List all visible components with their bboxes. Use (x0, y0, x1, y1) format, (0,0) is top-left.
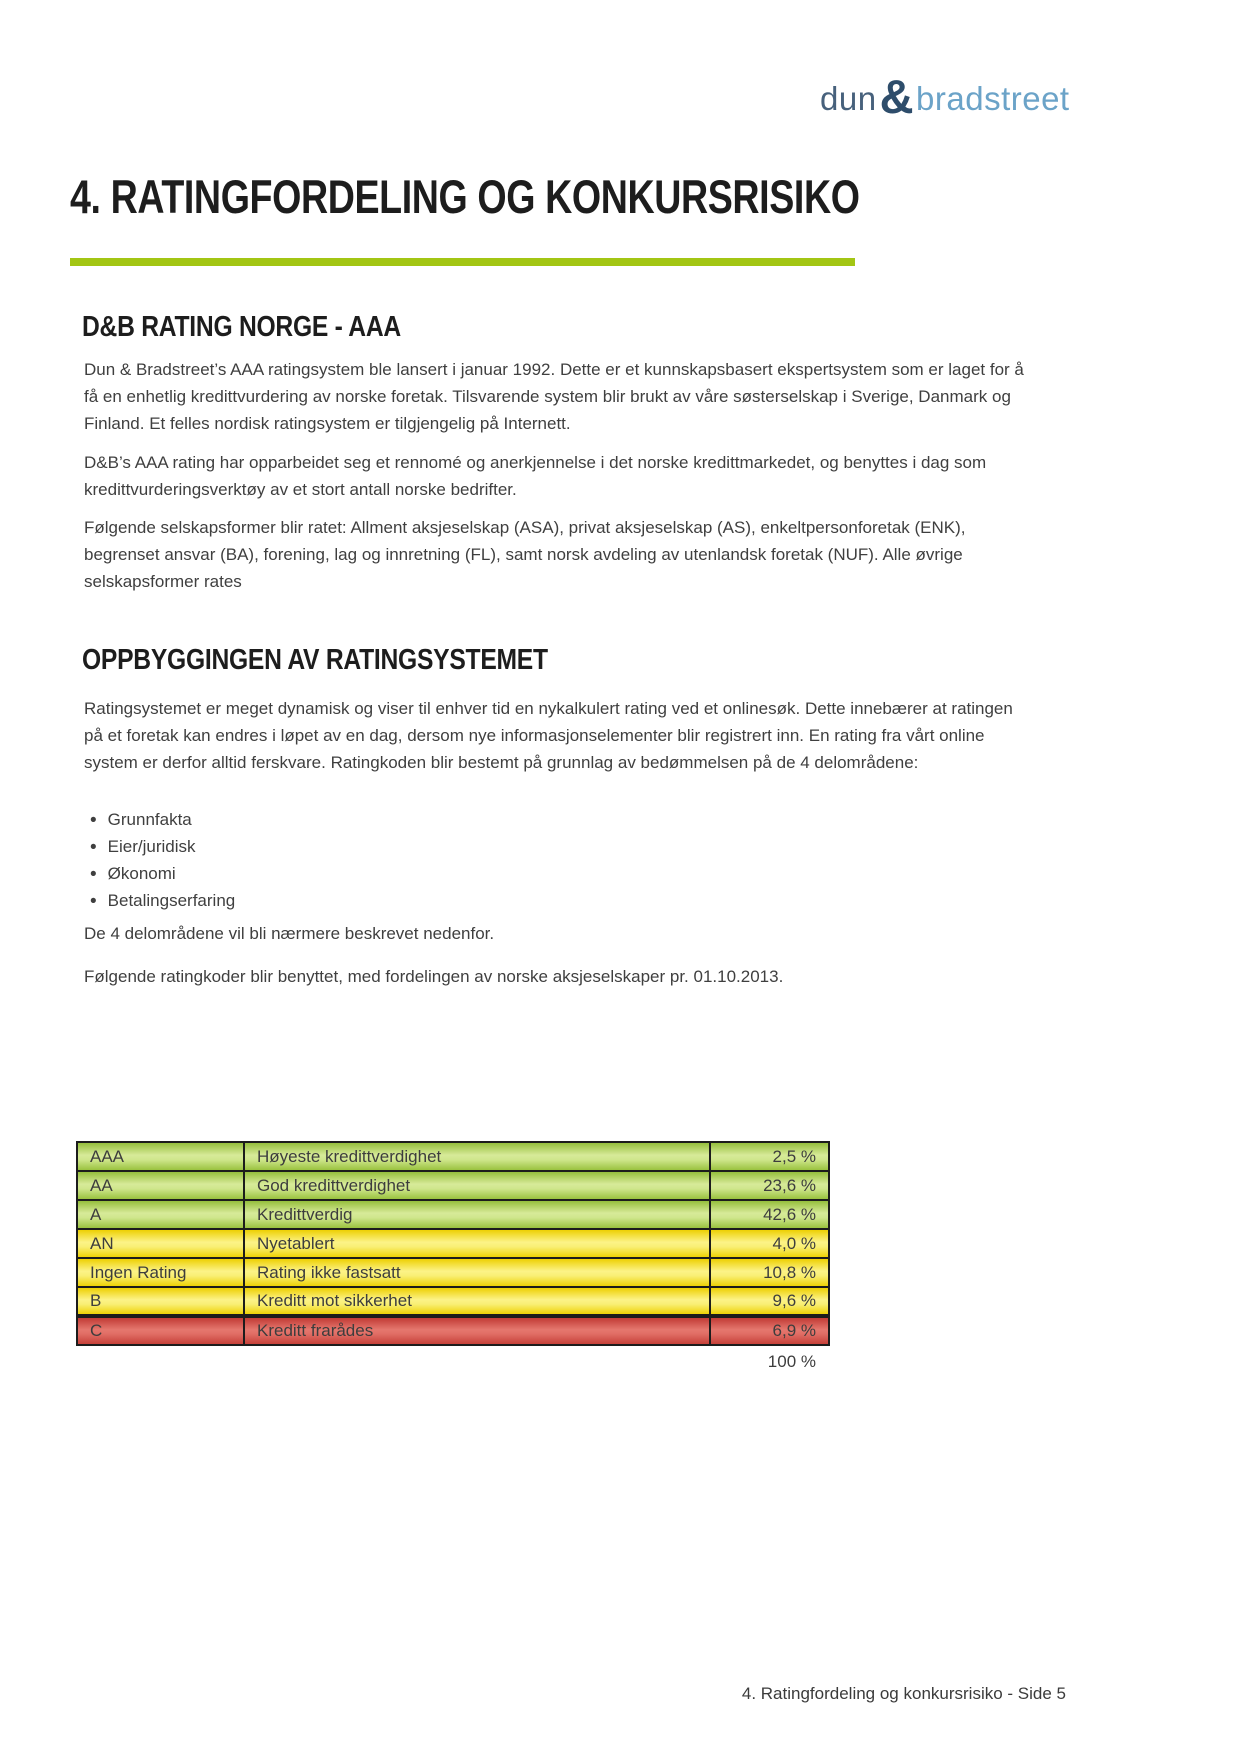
rating-percent-cell: 4,0 % (710, 1229, 829, 1258)
table-row (77, 1200, 829, 1229)
title-accent-rule (70, 258, 855, 266)
section-heading-text: OPPBYGGINGEN AV RATINGSYSTEMET (82, 644, 548, 676)
table-row (77, 1229, 829, 1258)
rating-percent-cell: 10,8 % (710, 1258, 829, 1287)
rating-description-cell: Kreditt mot sikkerhet (244, 1287, 710, 1316)
rating-description-cell: Høyeste kredittverdighet (244, 1142, 710, 1171)
rating-percent-cell: 2,5 % (710, 1142, 829, 1171)
rating-code-cell: AAA (77, 1142, 244, 1171)
rating-percent-cell: 23,6 % (710, 1171, 829, 1200)
table-row (77, 1142, 829, 1171)
rating-code-cell: B (77, 1287, 244, 1316)
page-title-text: 4. RATINGFORDELING OG KONKURSRISIKO (70, 170, 860, 223)
paragraph-rating-reputation: D&B’s AAA rating har opparbeidet seg et rennomé og anerkjennelse i det norske kredittmarkedet, og benyttes i dag som kredittvurderingsverktøy av et stort antall norske bedrifter. (84, 453, 987, 499)
logo-ampersand-icon: & (879, 70, 915, 123)
section-heading-oppbyggingen (82, 645, 630, 675)
paragraph-subareas-described: De 4 delområdene vil bli nærmere beskrevet nedenfor. (84, 924, 495, 943)
list-item: • Grunnfakta (90, 806, 235, 833)
list-item: • Betalingserfaring (90, 887, 235, 914)
rating-code-cell: C (77, 1316, 244, 1345)
list-item: • Eier/juridisk (90, 833, 235, 860)
rating-description-cell: Rating ikke fastsatt (244, 1258, 710, 1287)
paragraph-rating-system-intro: Dun & Bradstreet’s AAA ratingsystem ble lansert i januar 1992. Dette er et kunnskapsbasert ekspertsystem som er laget for å få en enhetlig kredittvurdering av norske foretak. Tilsvarende system blir brukt av våre søsterselskap i Sverige, Danmark og Finland. Et felles nordisk ratingsystem er tilgjengelig på Internett. (84, 360, 1024, 433)
section-heading-text: D&B RATING NORGE - AAA (82, 311, 401, 343)
rating-percent-cell: 6,9 % (710, 1316, 829, 1345)
rating-subareas-list (90, 806, 235, 914)
rating-description-cell: Nyetablert (244, 1229, 710, 1258)
logo-text-dun: dun (820, 80, 877, 117)
paragraph-rating-dynamic: Ratingsystemet er meget dynamisk og viser til enhver tid en nykalkulert rating ved et onlinesøk. Dette innebærer at ratingen på et foretak kan endres i løpet av en dag, dersom nye informasjonselementer blir registrert inn. En rating fra vårt online system er derfor alltid ferskvare. Ratingkoden blir bestemt på grunnlag av bedømmelsen på de 4 delområdene: (84, 699, 1013, 772)
rating-percent-cell: 9,6 % (710, 1287, 829, 1316)
paragraph-rating-codes-intro: Følgende ratingkoder blir benyttet, med fordelingen av norske aksjeselskaper pr. 01.10.2013. (84, 967, 784, 986)
dun-bradstreet-logo (820, 68, 1120, 125)
rating-percent-cell: 42,6 % (710, 1200, 829, 1229)
rating-description-cell: Kredittverdig (244, 1200, 710, 1229)
page-title (70, 172, 1057, 221)
table-row (77, 1287, 829, 1316)
rating-description-cell: Kreditt frarådes (244, 1316, 710, 1345)
rating-code-cell: Ingen Rating (77, 1258, 244, 1287)
table-row (77, 1171, 829, 1200)
rating-code-cell: A (77, 1200, 244, 1229)
paragraph-company-forms: Følgende selskapsformer blir ratet: Allment aksjeselskap (ASA), privat aksjeselskap (AS), enkeltpersonforetak (ENK), begrenset ansvar (BA), forening, lag og innretning (FL), samt norsk avdeling av utenlandsk foretak (NUF). Alle øvrige selskapsformer rates (84, 518, 966, 591)
rating-code-cell: AN (77, 1229, 244, 1258)
table-total-percent: 100 % (767, 1352, 816, 1371)
section-heading-db-rating-norge (82, 312, 457, 342)
rating-description-cell: God kredittverdighet (244, 1171, 710, 1200)
page-footer: 4. Ratingfordeling og konkursrisiko - Side 5 (741, 1684, 1066, 1703)
table-row (77, 1258, 829, 1287)
logo-text-bradstreet: bradstreet (916, 80, 1070, 117)
list-item: • Økonomi (90, 860, 235, 887)
table-row (77, 1316, 829, 1345)
rating-code-cell: AA (77, 1171, 244, 1200)
rating-distribution-table (76, 1141, 830, 1346)
